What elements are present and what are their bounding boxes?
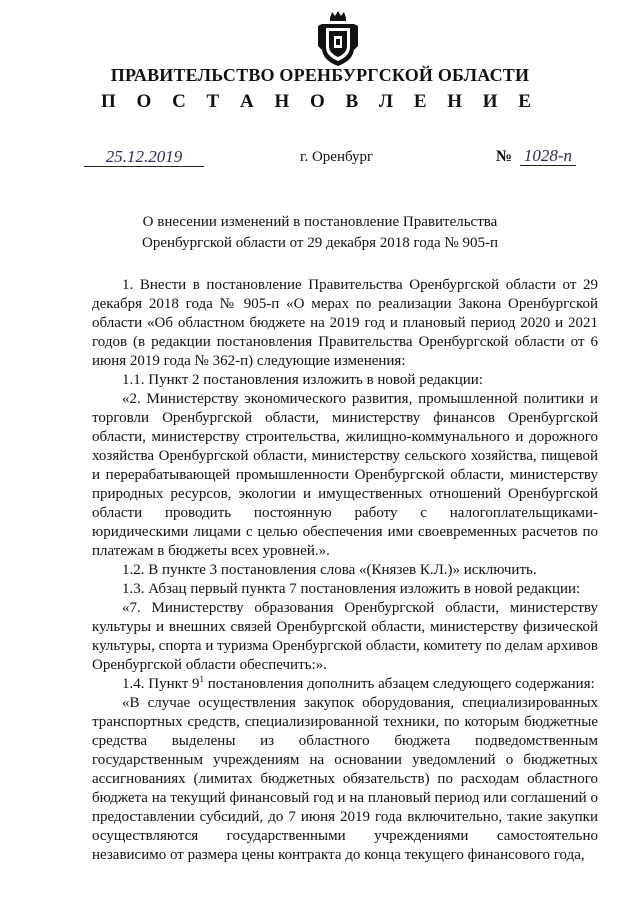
document-date: 25.12.2019 xyxy=(84,148,204,167)
number-sign: № xyxy=(496,148,513,165)
document-subject xyxy=(0,212,640,254)
number-value: 1028-п xyxy=(520,147,576,166)
paragraph: 1. Внести в постановление Правительства Оренбургской области от 29 декабря 2018 года № 905-п «О мерах по реализации Закона Оренбургской области «Об областном бюджете на 2019 год и плановый период 2020 и 2021 годов (в редакции постановления Правительства Оренбургской области от 6 июня 2019 года № 362-п) следующие изменения: xyxy=(92,277,598,369)
paragraph xyxy=(92,675,598,694)
paragraph: 1.3. Абзац первый пункта 7 постановления изложить в новой редакции: xyxy=(122,581,581,597)
coat-of-arms-icon xyxy=(316,10,360,68)
paragraph: «В случае осуществления закупок оборудования, специализированных транспортных средств, специализированной техники, по которым бюджетные средства выделены из областного бюджета подведомственным государственным учреждениям на основании уведомлений о бюджетных ассигнованиях (лимитах бюджетных обязательств) по расходам областного бюджета на текущий финансовый год и на плановый период или соглашений о предоставлении субсидий, до 7 июня 2019 года включительно, такие закупки осуществляются государственными учреждениями самостоятельно независимо от размера цены контракта до конца текущего финансового года, xyxy=(92,695,598,863)
subject-line: Оренбургской области от 29 декабря 2018 года № 905-п xyxy=(142,235,498,251)
document-type: П О С Т А Н О В Л Е Н И Е xyxy=(101,91,539,112)
document-number xyxy=(496,147,576,166)
paragraph: 1.1. Пункт 2 постановления изложить в новой редакции: xyxy=(122,372,483,388)
superscript: 1 xyxy=(199,674,205,684)
paragraph-part: постановления дополнить абзацем следующего содержания: xyxy=(204,676,595,692)
paragraph: «2. Министерству экономического развития, промышленной политики и торговли Оренбургской области, министерству финансов Оренбургской области, министерству строительства, жилищно-коммунального и дорожного хозяйства Оренбургской области, министерству сельского хозяйства, пищевой и перерабатывающей промышленности Оренбургской области, министерству природных ресурсов, экологии и имущественных отношений Оренбургской области проводить постоянную работу с налогоплательщиками-юридическими лицами с целью обеспечения ими своевременных расчетов по платежам в бюджеты всех уровней.». xyxy=(92,391,598,559)
paragraph-part: 1.4. Пункт 9 xyxy=(122,676,200,692)
document-city: г. Оренбург xyxy=(300,149,374,165)
paragraph: 1.2. В пункте 3 постановления слова «(Князев К.Л.)» исключить. xyxy=(122,562,537,578)
subject-line: О внесении изменений в постановление Правительства xyxy=(142,214,498,230)
government-title: ПРАВИТЕЛЬСТВО ОРЕНБУРГСКОЙ ОБЛАСТИ xyxy=(110,65,530,85)
document-body xyxy=(92,276,598,865)
paragraph: «7. Министерству образования Оренбургской области, министерству культуры и внешних связей Оренбургской области, министерству физической культуры, спорта и туризма Оренбургской области, комитету по делам архивов Оренбургской области обеспечить:». xyxy=(92,600,598,673)
